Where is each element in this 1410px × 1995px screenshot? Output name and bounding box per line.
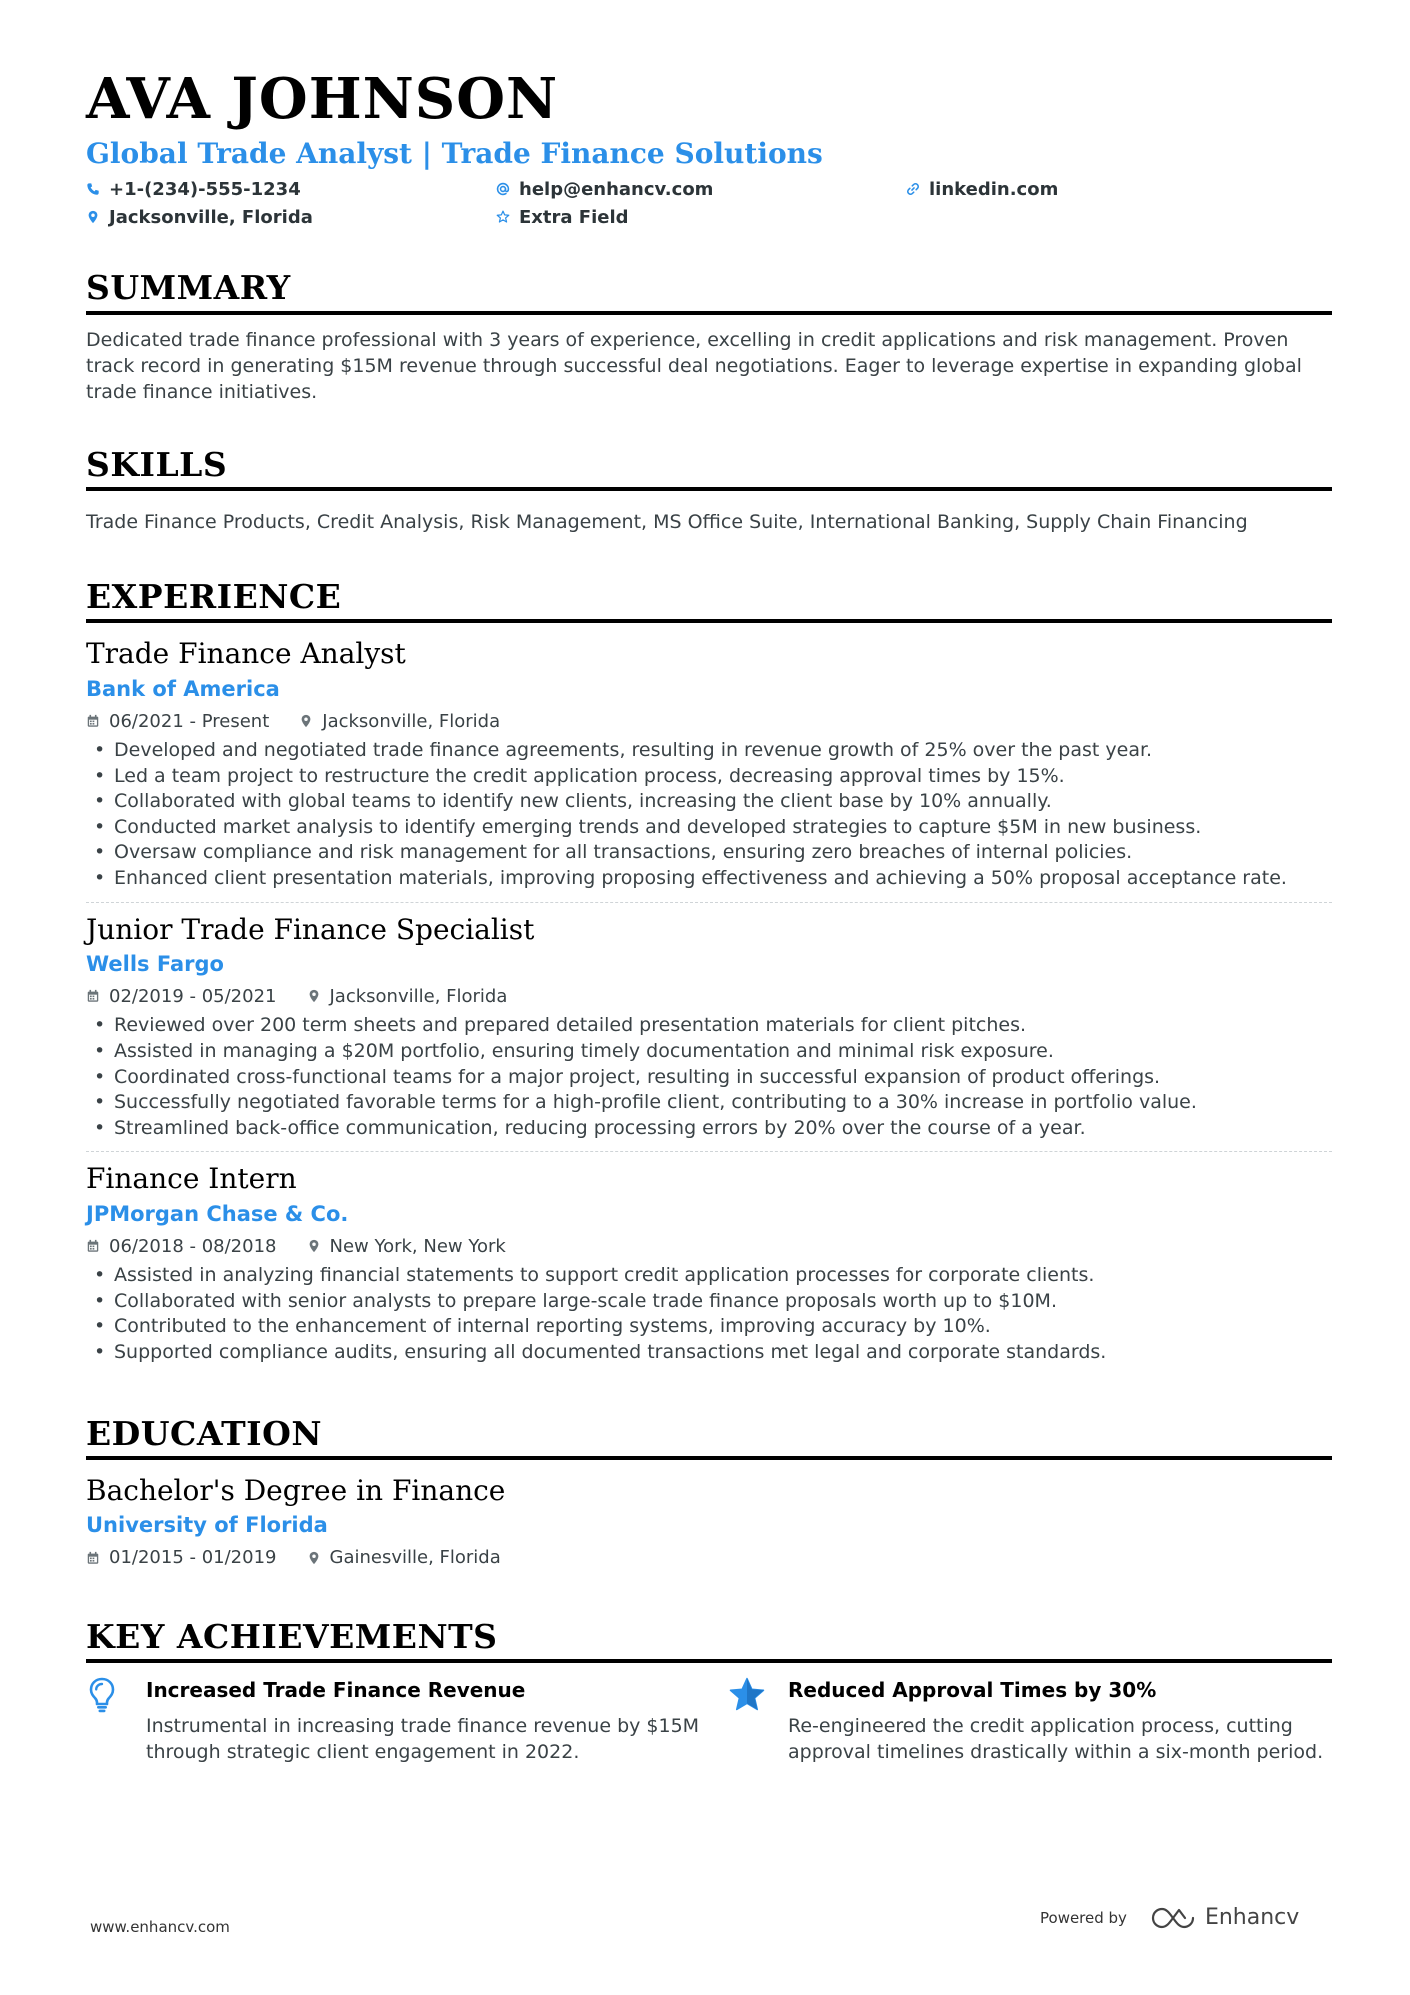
experience-section bbox=[86, 576, 1332, 1366]
job-divider bbox=[86, 1151, 1332, 1152]
job-dates: 06/2018 - 08/2018 bbox=[109, 1235, 277, 1257]
contact-email[interactable] bbox=[496, 178, 906, 200]
job-meta bbox=[86, 985, 1332, 1007]
powered-by-label: Powered by bbox=[1040, 1908, 1127, 1927]
list-item: • Streamlined back-office communication, reducing processing errors by 20% over the course of a year. bbox=[86, 1116, 1332, 1142]
achievements-section bbox=[86, 1616, 1332, 1765]
summary-heading: SUMMARY bbox=[86, 270, 1332, 314]
resume-page bbox=[86, 66, 1332, 1765]
list-item: • Conducted market analysis to identify emerging trends and developed strategies to capture $5M in new business. bbox=[86, 815, 1332, 841]
education-dates: 01/2015 - 01/2019 bbox=[109, 1547, 277, 1569]
at-icon bbox=[496, 182, 510, 196]
job-role: Finance Intern bbox=[86, 1162, 297, 1196]
list-item: • Assisted in managing a $20M portfolio, ensuring timely documentation and minimal risk exposure. bbox=[86, 1039, 1332, 1065]
education-section bbox=[86, 1413, 1332, 1569]
job-role: Trade Finance Analyst bbox=[86, 637, 406, 671]
job-location: New York, New York bbox=[329, 1235, 506, 1257]
achievements-heading: KEY ACHIEVEMENTS bbox=[86, 1619, 1332, 1663]
contact-email-text: help@enhancv.com bbox=[519, 178, 714, 200]
job-company: JPMorgan Chase & Co. bbox=[86, 1201, 349, 1226]
location-pin-icon bbox=[299, 714, 313, 728]
list-item: • Coordinated cross-functional teams for a major project, resulting in successful expansion of product offerings. bbox=[86, 1065, 1332, 1091]
education-heading: EDUCATION bbox=[86, 1416, 1332, 1460]
skills-text: Trade Finance Products, Credit Analysis, Risk Management, MS Office Suite, International Banking, Supply Chain Financing bbox=[86, 510, 1248, 533]
footer-website[interactable]: www.enhancv.com bbox=[90, 1918, 230, 1936]
header bbox=[86, 66, 1332, 228]
location-pin-icon bbox=[86, 210, 100, 224]
candidate-title: Global Trade Analyst | Trade Finance Solutions bbox=[86, 136, 823, 170]
list-item: • Collaborated with senior analysts to prepare large-scale trade finance proposals worth up to $10M. bbox=[86, 1289, 1332, 1315]
job-location: Jacksonville, Florida bbox=[329, 985, 508, 1007]
list-item: • Supported compliance audits, ensuring all documented transactions met legal and corporate standards. bbox=[86, 1340, 1332, 1366]
list-item: • Collaborated with global teams to identify new clients, increasing the client base by 10% annually. bbox=[86, 789, 1332, 815]
education-meta bbox=[86, 1547, 1332, 1569]
list-item: • Developed and negotiated trade finance agreements, resulting in revenue growth of 25% over the past year. bbox=[86, 738, 1332, 764]
education-school: University of Florida bbox=[86, 1513, 328, 1538]
job-bullets bbox=[86, 1013, 1332, 1141]
achievement-title: Reduced Approval Times by 30% bbox=[788, 1677, 1157, 1702]
list-item: • Assisted in analyzing financial statements to support credit application processes for corporate clients. bbox=[86, 1263, 1332, 1289]
education-degree: Bachelor's Degree in Finance bbox=[86, 1473, 506, 1507]
achievement-title: Increased Trade Finance Revenue bbox=[146, 1677, 526, 1702]
contact-extra-field bbox=[496, 206, 906, 228]
list-item: • Reviewed over 200 term sheets and prepared detailed presentation materials for client pitches. bbox=[86, 1013, 1332, 1039]
achievement-item bbox=[86, 1677, 728, 1765]
contact-linkedin[interactable] bbox=[906, 178, 1206, 200]
job-entry bbox=[86, 1162, 1332, 1365]
contact-location bbox=[86, 206, 496, 228]
calendar-icon bbox=[86, 714, 100, 728]
job-role: Junior Trade Finance Specialist bbox=[86, 912, 535, 946]
phone-icon bbox=[86, 182, 100, 196]
location-pin-icon bbox=[307, 1239, 321, 1253]
list-item: • Oversaw compliance and risk management for all transactions, ensuring zero breaches of internal policies. bbox=[86, 840, 1332, 866]
job-dates: 06/2021 - Present bbox=[109, 710, 270, 732]
enhancv-logo[interactable] bbox=[1149, 1905, 1299, 1930]
achievement-body bbox=[126, 1677, 728, 1765]
job-meta bbox=[86, 1235, 1332, 1257]
list-item: • Successfully negotiated favorable terms for a high-profile client, contributing to a 30% increase in portfolio value. bbox=[86, 1090, 1332, 1116]
achievement-desc: Re-engineered the credit application process, cutting approval timelines drastically within a six-month period. bbox=[788, 1714, 1324, 1763]
lightbulb-icon bbox=[86, 1677, 118, 1713]
location-pin-icon bbox=[307, 989, 321, 1003]
job-location: Jacksonville, Florida bbox=[322, 710, 501, 732]
achievement-desc: Instrumental in increasing trade finance revenue by $15M through strategic client engagement in 2022. bbox=[146, 1714, 700, 1763]
star-icon bbox=[728, 1677, 766, 1713]
star-outline-icon bbox=[496, 210, 510, 224]
list-item: • Led a team project to restructure the credit application process, decreasing approval times by 15%. bbox=[86, 764, 1332, 790]
job-entry bbox=[86, 637, 1332, 891]
job-meta bbox=[86, 710, 1332, 732]
summary-text: Dedicated trade finance professional with 3 years of experience, excelling in credit applications and risk management. Proven track record in generating $15M revenue through successful deal negotiations. Eager to leverage expertise in expanding global trade finance initiatives. bbox=[86, 328, 1302, 403]
enhancv-logo-icon bbox=[1149, 1906, 1197, 1930]
calendar-icon bbox=[86, 1551, 100, 1565]
list-item: • Contributed to the enhancement of internal reporting systems, improving accuracy by 10%. bbox=[86, 1314, 1332, 1340]
location-pin-icon bbox=[307, 1551, 321, 1565]
achievements-grid bbox=[86, 1677, 1332, 1765]
summary-section bbox=[86, 270, 1332, 404]
achievement-icon-wrap bbox=[86, 1677, 126, 1765]
calendar-icon bbox=[86, 989, 100, 1003]
candidate-name: AVA JOHNSON bbox=[86, 66, 559, 132]
job-bullets bbox=[86, 738, 1332, 892]
skills-section bbox=[86, 444, 1332, 535]
job-company: Bank of America bbox=[86, 676, 280, 701]
job-divider bbox=[86, 902, 1332, 903]
job-dates: 02/2019 - 05/2021 bbox=[109, 985, 277, 1007]
skills-heading: SKILLS bbox=[86, 447, 1332, 491]
contact-list bbox=[86, 178, 1332, 228]
link-icon bbox=[906, 182, 920, 196]
education-location: Gainesville, Florida bbox=[329, 1547, 501, 1569]
footer-branding bbox=[1040, 1905, 1299, 1930]
experience-heading: EXPERIENCE bbox=[86, 579, 1332, 623]
list-item: • Enhanced client presentation materials, improving proposing effectiveness and achieving a 50% proposal acceptance rate. bbox=[86, 866, 1332, 892]
contact-phone-text: +1-(234)-555-1234 bbox=[109, 178, 301, 200]
contact-linkedin-text: linkedin.com bbox=[929, 178, 1059, 200]
calendar-icon bbox=[86, 1239, 100, 1253]
enhancv-brand-text: Enhancv bbox=[1204, 1905, 1300, 1930]
achievement-body bbox=[768, 1677, 1332, 1765]
achievement-icon-wrap bbox=[728, 1677, 768, 1765]
achievement-item bbox=[728, 1677, 1332, 1765]
job-bullets bbox=[86, 1263, 1332, 1365]
education-entry bbox=[86, 1474, 1332, 1569]
contact-extra-field-text: Extra Field bbox=[519, 206, 629, 228]
job-entry bbox=[86, 913, 1332, 1142]
job-company: Wells Fargo bbox=[86, 952, 224, 977]
contact-location-text: Jacksonville, Florida bbox=[109, 206, 313, 228]
contact-phone[interactable] bbox=[86, 178, 496, 200]
